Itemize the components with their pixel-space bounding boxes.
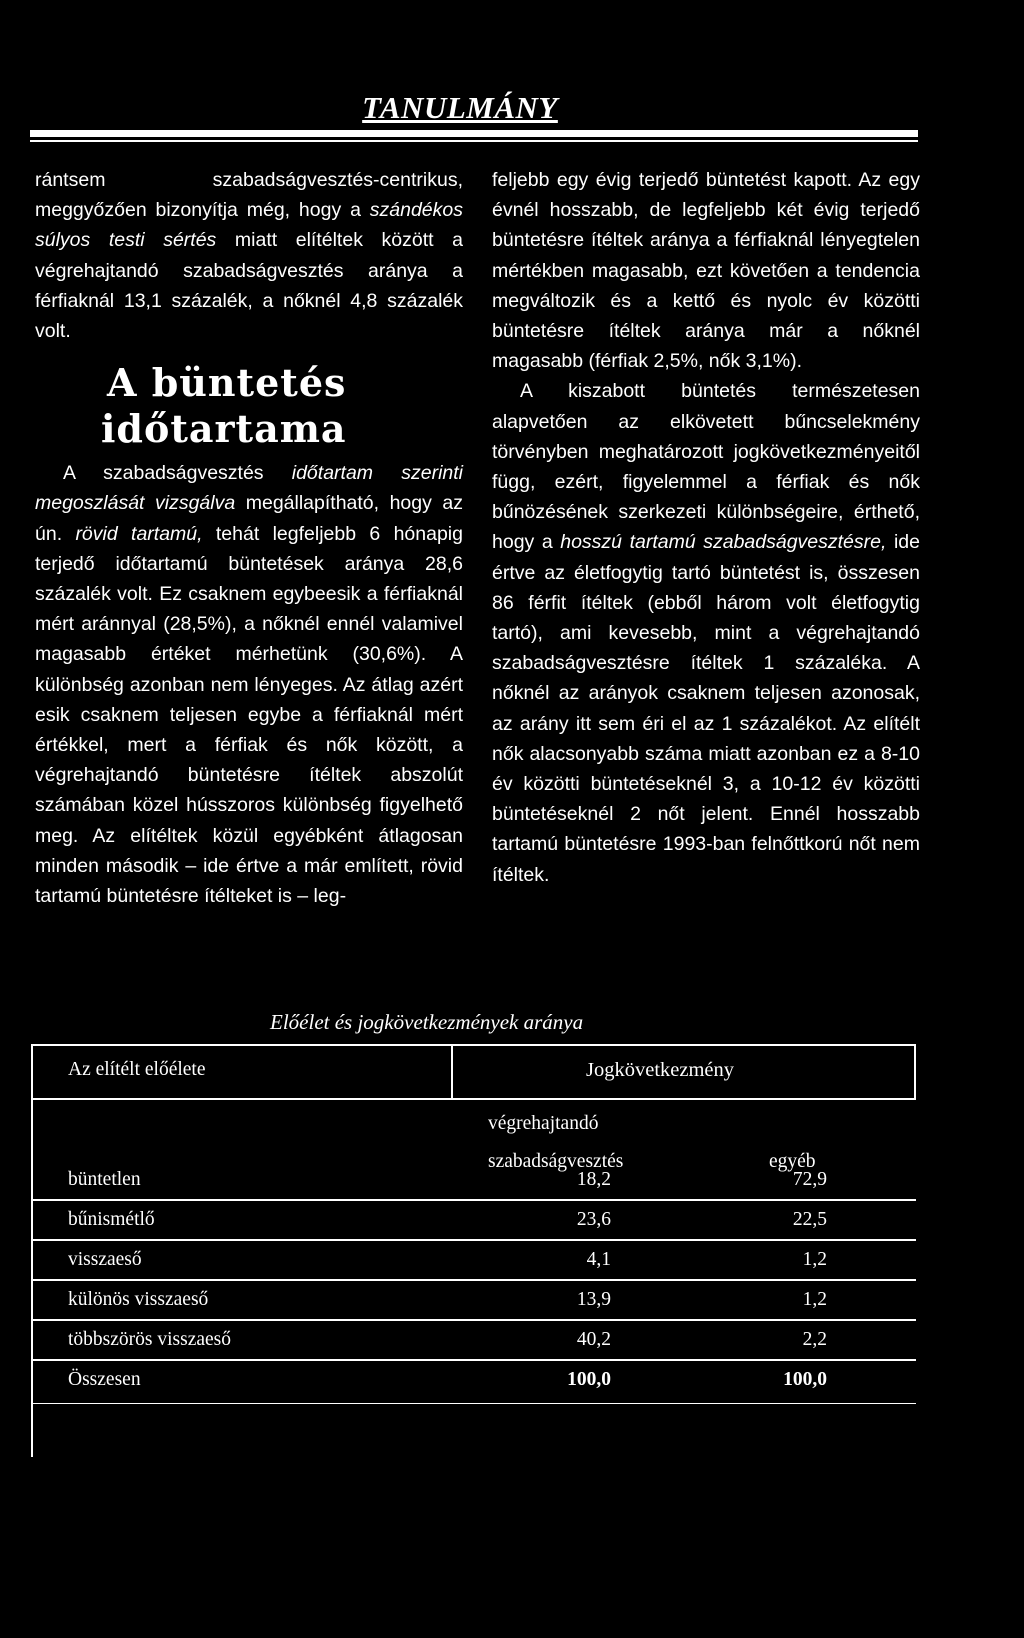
- text-run: miatt elítéltek között a végrehajtandó szabadságvesztés aránya a férfiaknál 13,1 százalék, a nőknél 4,8 százalék volt.: [35, 229, 463, 343]
- cell-value: 22,5: [792, 1209, 827, 1230]
- table-bottom-rule: [33, 1403, 916, 1404]
- table-row: [33, 1201, 916, 1239]
- paragraph-intro: [35, 165, 463, 346]
- text-run: megállapítható, hogy az ún.: [35, 492, 463, 545]
- text-run: rántsem szabadságvesztés-centrikus, meggyőzően bizonyítja még, hogy a: [35, 169, 463, 222]
- table-row: [33, 1321, 916, 1359]
- row-label: különös visszaeső: [68, 1289, 209, 1310]
- row-label: bűnismétlő: [68, 1209, 155, 1230]
- text-emphasis: hosszú tartamú szabadságvesztésre,: [560, 531, 887, 554]
- data-table: [31, 1044, 916, 1457]
- text-emphasis: szándékos súlyos testi sértés: [35, 199, 463, 252]
- text-run: ide értve az életfogytig tartó büntetést is, összesen 86 férfit ítéltek (ebből három volt életfogytig tartó), ami kevesebb, mint a végrehajtandó szabadságvesztésre ítéltek 1 százaléka. A nőknél az arányok csaknem teljesen azonosak, az arány itt sem éri el az 1 százalékot. Az elítélt nők alacsonyabb száma miatt azonban ez a 8-10 év közötti büntetéseknél 3, a 10-12 év közötti büntetéseknél 2 nőt jelent. Ennél hosszabb tartamú büntetésre 1993-ban felnőttkorú nőt nem ítéltek.: [492, 531, 920, 886]
- cell-value: 40,2: [576, 1329, 611, 1350]
- column-header: Jogkövetkezmény: [586, 1059, 735, 1081]
- text-run: A kiszabott büntetés természetesen alapvetően az elkövetett bűncselekmény törvényben meghatározott jogkövetkezményeitől függ, ezért, figyelemmel a férfiak és nők bűnözésének szerkezeti különbségeire, érthető, hogy a: [492, 380, 920, 554]
- section-label: TANULMÁNY: [362, 90, 558, 125]
- row-label: többszörös visszaeső: [68, 1329, 232, 1350]
- paragraph-sentences: [492, 376, 920, 889]
- table-header-row: [33, 1046, 916, 1100]
- table-caption: Előélet és jogkövetkezmények aránya: [270, 1010, 584, 1034]
- right-column: [492, 165, 920, 890]
- header-divider: [451, 1046, 453, 1098]
- cell-value: 4,1: [586, 1249, 611, 1270]
- row-label: büntetlen: [68, 1169, 141, 1190]
- column-header: Az elítélt előélete: [68, 1059, 206, 1080]
- cell-value: 72,9: [792, 1169, 827, 1190]
- table-row: [33, 1161, 916, 1199]
- cell-value: 1,2: [802, 1249, 827, 1270]
- text-run: A szabadságvesztés: [63, 462, 292, 485]
- paragraph-duration: [35, 458, 463, 911]
- row-label: Összesen: [68, 1369, 141, 1390]
- sub-header: végrehajtandó: [488, 1113, 599, 1134]
- cell-value: 100,0: [567, 1369, 611, 1390]
- section-heading: [101, 360, 463, 452]
- header-rule-thin: [30, 140, 918, 142]
- cell-value: 100,0: [783, 1369, 827, 1390]
- cell-value: 2,2: [802, 1329, 827, 1350]
- header-right-border: [914, 1046, 916, 1098]
- left-column: [35, 165, 463, 911]
- table-row-total: [33, 1361, 916, 1399]
- table-row: [33, 1281, 916, 1319]
- sub-header: egyéb: [769, 1151, 816, 1172]
- cell-value: 1,2: [802, 1289, 827, 1310]
- text-emphasis: időtartam szerinti megoszlását vizsgálva: [35, 462, 463, 515]
- section-heading-line: időtartama: [101, 406, 347, 452]
- sub-header: szabadságvesztés: [488, 1151, 624, 1172]
- text-emphasis: rövid tartamú,: [75, 522, 203, 545]
- paragraph-continued: feljebb egy évig terjedő büntetést kapott. Az egy évnél hosszabb, de legfeljebb két évig terjedő büntetésre ítéltek aránya a férfiaknál lényegtelen mértékben magasabb, ezt követően a tendencia megváltozik és a kettő és nyolc év közötti büntetésre ítéltek aránya már a nőknél magasabb (férfiak 2,5%, nők 3,1%).: [492, 169, 920, 373]
- row-label: visszaeső: [68, 1249, 142, 1270]
- cell-value: 13,9: [576, 1289, 611, 1310]
- text-run: tehát legfeljebb 6 hónapig terjedő időtartamú büntetések aránya 28,6 százalék volt. Ez csaknem egybeesik a férfiaknál mért aránnyal (28,5%), a nőknél ennél valamivel magasabb értéket mérhetünk (30,6%). A különbség azonban nem lényeges. Az átlag azért esik csaknem teljesen egybe a férfiaknál mért értékkel, mert a férfiak és nők között, a végrehajtandó büntetésre ítéltek abszolút számában közel hússzoros különbség figyelhető meg. Az elítéltek közül egyébként átlagosan minden második – ide értve a már említett, rövid tartamú büntetésre ítélteket is – leg-: [35, 522, 463, 908]
- header-rule-thick: [30, 130, 918, 137]
- cell-value: 18,2: [576, 1169, 611, 1190]
- section-heading-line: A büntetés: [107, 360, 347, 406]
- table-row: [33, 1241, 916, 1279]
- cell-value: 23,6: [576, 1209, 611, 1230]
